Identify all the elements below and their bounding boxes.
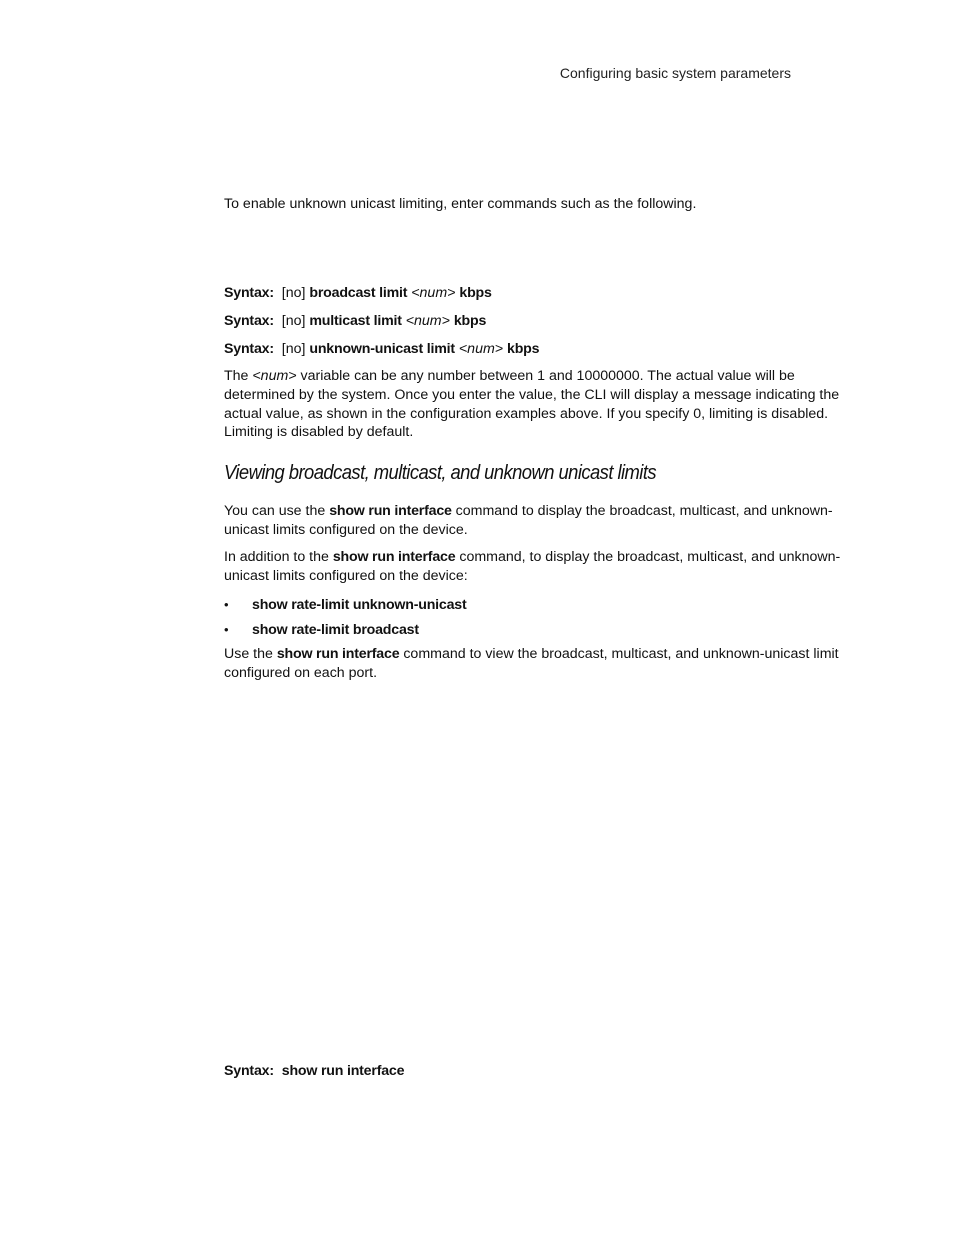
syntax-suffix: kbps: [453, 313, 487, 329]
bullet-icon: •: [224, 622, 229, 637]
intro-paragraph: To enable unknown unicast limiting, enter commands such as the following.: [224, 196, 697, 212]
running-header: Configuring basic system parameters: [559, 65, 791, 81]
paragraph-text: You can use the: [224, 503, 330, 519]
syntax-broadcast-limit: [224, 284, 492, 302]
syntax-label: Syntax:: [224, 313, 274, 329]
syntax-prefix: [no]: [281, 285, 306, 301]
paragraph-text: Use the: [224, 646, 277, 662]
syntax-variable: <num>: [405, 313, 450, 329]
inline-command: show run interface: [329, 503, 452, 519]
syntax-command: multicast limit: [309, 313, 402, 329]
syntax-command: show run interface: [281, 1063, 405, 1079]
paragraph-text: variable can be any number between 1 and 10000000. The actual value will be determined by the system. Once you enter the value, the CLI will display a message indicating the actual value, as shown in the configuration examples above. If you specify 0, limiting is disabled. Limiting is disabled by default.: [224, 368, 840, 441]
syntax-variable: <num>: [458, 341, 504, 357]
bullet-command: show rate-limit broadcast: [252, 622, 419, 638]
bullet-icon: •: [224, 597, 229, 612]
syntax-prefix: [no]: [281, 341, 306, 357]
section-paragraph-3: [224, 645, 869, 683]
syntax-prefix: [no]: [281, 313, 306, 329]
paragraph-text: The: [224, 368, 253, 384]
bullet-command: show rate-limit unknown-unicast: [252, 597, 467, 613]
syntax-label: Syntax:: [224, 341, 274, 357]
syntax-label: Syntax:: [224, 285, 274, 301]
bullet-item: [224, 596, 467, 614]
section-paragraph-1: [224, 502, 869, 540]
syntax-unknown-unicast-limit: [224, 340, 539, 358]
paragraph-variable: <num>: [252, 368, 297, 384]
paragraph-text: command to display the broadcast, multicast, and unknown-unicast limits configured on the device.: [224, 503, 833, 538]
inline-command: show run interface: [276, 646, 400, 662]
syntax-command: unknown-unicast limit: [309, 341, 455, 357]
syntax-command: broadcast limit: [309, 285, 408, 301]
paragraph-text: In addition to the: [224, 549, 333, 565]
syntax-multicast-limit: [224, 312, 486, 330]
syntax-variable: <num>: [411, 285, 456, 301]
section-paragraph-2: [224, 548, 869, 586]
inline-command: show run interface: [332, 549, 456, 565]
paragraph-text: command to view the broadcast, multicast, and unknown-unicast limit configured on each port.: [224, 646, 839, 681]
num-variable-paragraph: [224, 367, 869, 442]
bullet-item: [224, 621, 419, 639]
syntax-label: Syntax:: [224, 1063, 274, 1079]
section-heading: Viewing broadcast, multicast, and unknown unicast limits: [224, 462, 657, 484]
syntax-suffix: kbps: [507, 341, 540, 357]
syntax-suffix: kbps: [459, 285, 492, 301]
syntax-show-run-interface: [224, 1062, 404, 1080]
paragraph-text: command, to display the broadcast, multicast, and unknown-unicast limits configured on the device:: [224, 549, 841, 584]
